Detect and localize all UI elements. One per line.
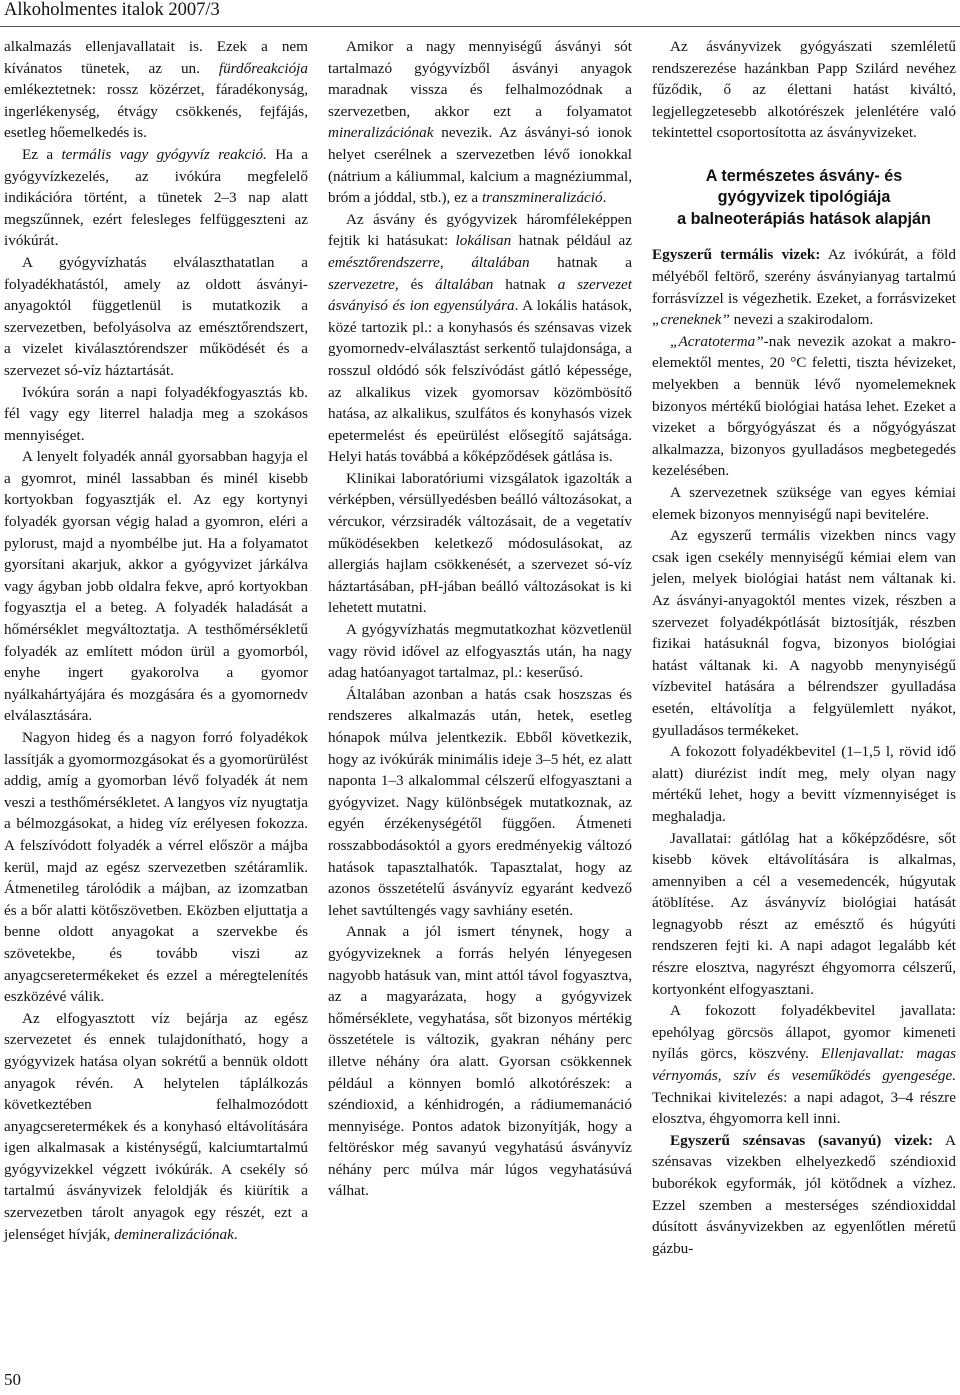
paragraph: alkalmazás ellenjavallatait is. Ezek a nem kívánatos tünetek, az un. fürdőreakciója emlékeztetnek: rossz közérzet, fáradékonyság, ingerlékenység, étvágy csökkenés, fejfájás, esetleg hőemelkedés is. [4,38,308,142]
header-divider [0,26,960,27]
paragraph: A szervezetnek szüksége van egyes kémiai elemek bizonyos mennyiségű napi bevitelére. [652,484,956,523]
paragraph: A lenyelt folyadék annál gyorsabban hagyja el a gyomrot, minél lassabban és minél kisebb kortyokban fogyasztják el. Az egy kortynyi folyadék gyorsan végig halad a gyomron, eléri a pylorust, majd a nyombélbe jut. Ha a folyamatot gyorsítani akarjuk, akkor a gyógyvizet járkálva vagy ágyban jobb oldalra fekve, apró kortyokban fogyasztja el a beteg. A folyadék haladását a hőmérséklet megváltoztatja. A testhőmérsékletű folyadék az említett módon ürül a gyomorból, enyhe ingert gyakorolva a gyomor nyálkahártyájára és mozgására és a gyomornedv elválasztására. [4,448,308,725]
paragraph: Az ásványvizek gyógyászati szemléletű rendszerezése hazánkban Papp Szilárd nevéhez fűződik, ő az élettani hatást kiváltó, legjellegzetesebb alkotórészek jelenlétére való tekintettel csoportosította az ásványvizeket. [652,38,956,142]
paragraph: Egyszerű szénsavas (savanyú) vizek: A szénsavas vizekben elhelyezkedő széndioxid buborékok egyformák, jól kötődnek a vízhez. Ezzel szemben a mesterséges széndioxiddal dúsított ásványvizekben az egyenlőtlen méretű gázbu- [652,1131,956,1257]
paragraph: Az elfogyasztott víz bejárja az egész szervezetet és ennek tulajdonítható, hogy a gyógyvizek hatása olyan sokrétű a bennük oldott anyagok révén. A helytelen táplálkozás következtében felhalmozódott anyagcseretermékek és a konyhasó eltávolítására igen alkalmasak a kisténységű, kalciumtartalmú gyógyvizekkel végzett ivókúrák. A csekély só tartalmú ásványvizek feloldják és kiürítik a szervezetben tárolt anyagok egy részét, ezt a jelenséget hívják, demineralizációnak. [4,1009,308,1243]
paragraph: Az ásvány és gyógyvizek háromféleképpen fejtik ki hatásukat: lokálisan hatnak például az emésztőrendszerre, általában hatnak a szervezetre, és általában hatnak a szervezet ásványisó és ion egyensúlyára. A lokális hatások, közé tartozik pl.: a konyhasós és szénsavas vizek gyomornedv-elválasztást serkentő tulajdonsága, a rosszul oldódó sók felszívódást gátló képessége, az alkalikus vizek gyomorsav közömbösítő hatása, az alkalikus, szulfátos és konyhasós vizek epetermelést és epeürülést elősegítő sajátsága. Helyi hatás továbbá a kőképződések gátlása is. [328,210,633,466]
paragraph: Javallatai: gátlólag hat a kőképződésre, sőt kisebb kövek eltávolítására is alkalmas, amennyiben a cél a vesemedencék, húgyutak átöblítése. Az ásványvíz biológiai hatását legnagyobb részt az emésztő és húgyúti rendszeren fejti ki. A napi adagot legalább két részre elosztva, nagyrészt éhgyomorra célszerű, kortyonként elfogyasztani. [652,829,956,998]
paragraph: Az egyszerű termális vizekben nincs vagy csak igen csekély mennyiségű kémiai elem van jelen, melyek biológiai hatást nem váltanak ki. Az ásványi-anyagoktól mentes vizek, részben a szervezet folyadékpótlását biztosítják, részben fizikai hatásuknál fogva, bizonyos biológiai hatást váltanak ki. A nagyobb menynyiségű vízbevitel hatására a bélrendszer gyulladása esetén, eltávolítja a felgyülemlett nyákot, gyulladásos termékeket. [652,527,956,739]
paragraph: Klinikai laboratóriumi vizsgálatok igazolták a vérképben, vérsüllyedésben beálló változásokat, a vércukor, vérzsiradék változásait, de a vegetatív működésekben keletkező módosulásokat, az allergiás hajlam csökkenését, a szervezet só-víz háztartásában, pH-jában beálló változásokat is ki lehetett mutatni. [328,469,632,617]
paragraph: A fokozott folyadékbevitel (1–1,5 l, rövid idő alatt) diurézist indít meg, mely olyan nagy mértékű lehet, hogy a bevitt vízmennyiséget is meghaladja. [652,743,956,825]
paragraph: Ez a termális vagy gyógyvíz reakció. Ha a gyógyvízkezelés, az ivókúra megfelelő indikációra történt, a tünetek 2–3 nap alatt megszűnnek, ezért felesleges felfüggeszteni az ivókúrát. [4,145,309,250]
paragraph: Ivókúra során a napi folyadékfogyasztás kb. fél vagy egy literrel haladja meg a szokásos mennyiséget. [4,383,308,444]
page-number: 50 [4,1370,21,1389]
paragraph: A gyógyvízhatás elválaszthatatlan a folyadékhatástól, amely az oldott ásványi-anyagoktól függetlenül is mutatkozik a szervezetben, befolyásolva az emésztőrendszert, a vizelet kiválasztórendszer működését és a szervezet só-víz háztartását. [4,253,308,379]
paragraph: A fokozott folyadékbevitel javallata: epehólyag görcsös állapot, gyomor kimeneti nyílás görcs, köszvény. Ellenjavallat: magas vérnyomás, szív és veseműködés gyengesége. Technikai kivitelezés: a napi adagot, 3–4 részre elosztva, éhgyomorra kell inni. [652,1002,956,1128]
paragraph: Egyszerű termális vizek: Az ivókúrát, a föld mélyéből feltörő, szerény ásványianyag tartalmú forrásvízzel is végezhetik. Ezeket, a forrásvizeket „creneknek” nevezi a szakirodalom. [652,246,956,329]
paragraph: Nagyon hideg és a nagyon forró folyadékok lassítják a gyomormozgásokat és a gyomorürülést addig, amíg a gyomorban lévő folyadék át nem veszi a testhőmérsékletet. A langyos víz nyugtatja a bélmozgásokat, a hideg víz erélyesen fokozza. A felszívódott folyadék a vérrel először a májba kerül, majd az egész szervezetben szétáramlik. Átmenetileg tárolódik a májban, az izomzatban és a bőr alatti kötőszövetben. Eközben eljuttatja a benne oldott anyagokat a szervekbe és szövetekbe, és tovább viszi az anyagcseretermékeket és ezzel a méregtelenítés eszközévé válik. [4,729,308,1006]
running-title: Alkoholmentes italok 2007/3 [4,0,220,20]
text-column-3 [652,36,956,1259]
paragraph: „Acratoterma”-nak nevezik azokat a makro-elemektől mentes, 20 °C feletti, tiszta hévizeket, melyekben a bennük lévő nyomelemeknek bizonyos mértékű biológiai hatása lehet. Ezeket a vizeket a bőrgyógyászat és a nőgyógyászat alkalmazza, bizonyos gyulladásos megbetegedés kezelésében. [652,332,956,480]
paragraph: Annak a jól ismert ténynek, hogy a gyógyvizeknek a forrás helyén lényegesen nagyobb hatásuk van, mint attól távol fogyasztva, az a magyarázata, hogy a gyógyvizek hőmérséklete, vegyhatása, sőt bizonyos mértékig összetétele is változik, gyakran néhány perc illetve néhány óra alatt. Gyorsan csökkennek például a könnyen bomló alkotórészek: a széndioxid, a kénhidrogén, a rádiumemanáció mennyisége. Pontos adatok bizonyítják, hogy a feltöréskor még savanyú vegyhatású ásványvíz néhány perc múlva már lúgos vegyhatásúvá válhat. [328,923,632,1200]
paragraph: A gyógyvízhatás megmutatkozhat közvetlenül vagy rövid idővel az elfogyasztás után, ha nagy adag hatóanyagot tartalmaz, pl.: keserűsó. [328,621,632,682]
paragraph: Általában azonban a hatás csak hoszszas és rendszeres alkalmazás után, hetek, esetleg hónapok múlva jelentkezik. Ebből következik, hogy az ivókúrák minimális ideje 3–5 hét, ez alatt naponta 1–3 alkalommal célszerű elfogyasztani a gyógyvizet. Nagy különbségek mutatkoznak, az egyén érzékenységétől függően. Átmeneti rosszabbodásoktól a gyors eredményekig változó hatások tapasztalhatók. Tapasztalat, hogy az azonos összetételű ásványvíz egyaránt kedvező lehet savtúltengés vagy savhiány esetén. [328,685,632,919]
text-column-2 [328,36,632,1202]
section-heading: A természetes ásvány- és gyógyvizek tipológiája a balneoterápiás hatások alapján [677,166,931,228]
paragraph: Amikor a nagy mennyiségű ásványi sót tartalmazó gyógyvízből ásványi anyagok maradnak vissza és felhalmozódnak a szervezetben, akkor ezt a folyamatot mineralizációnak nevezik. Az ásványi-só ionok helyet cserélnek a szervezetben lévő ionokkal (nátrium a káliummal, kalcium a magnéziummal, bróm a jóddal, stb.), ez a transzmineralizáció. [328,38,632,207]
text-column-1 [4,36,308,1245]
